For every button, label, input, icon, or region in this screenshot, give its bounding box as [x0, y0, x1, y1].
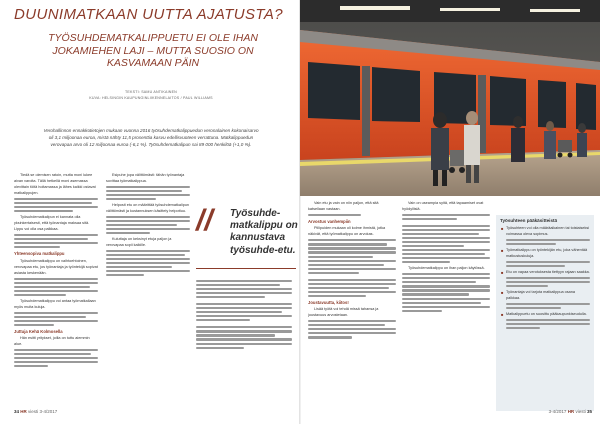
- magazine-name: HR: [567, 409, 575, 414]
- sidebar-item-text: Työmatkalippu on työntekijän etu, joka vähentää matkustuskuluja.: [506, 248, 588, 259]
- section-heading: Arvostus vanhempiin: [308, 219, 351, 225]
- sidebar-item: [496, 311, 590, 329]
- left-column-1: [14, 172, 98, 404]
- left-column-2: [106, 172, 190, 404]
- sidebar-item-text: Matkalippuetu on suosittu pääkaupunkiseudulla.: [506, 312, 587, 317]
- body-paragraph: Vain etu ja vain on niin paljon, että sitä katsellaan vastaan.: [308, 201, 379, 211]
- bullet-icon: ■: [501, 248, 504, 254]
- bullet-icon: ■: [501, 290, 504, 296]
- credit-text: TEKSTI: SAMU ANTIKAINEN: [125, 90, 177, 94]
- sidebar-list: [496, 225, 594, 331]
- text-filler: [196, 280, 292, 349]
- sidebar-item-text: Työsuhteen voi olla määräaikainen tai toistaiseksi voimassa oleva sopimus.: [506, 226, 590, 236]
- bullet-icon: ■: [501, 226, 504, 231]
- bullet-icon: ■: [501, 270, 504, 276]
- text-filler: [14, 198, 98, 212]
- body-paragraph: Vain on useampia syitä, että tapaamiset ovat hyödyllisiä.: [402, 201, 484, 211]
- body-paragraph: Piilipuiden mukaan oli kolme ihmistä, jotka näkivät, että työmatkalippu on arvokas.: [308, 226, 386, 237]
- magazine-name: HR: [20, 409, 27, 414]
- body-paragraph: Lisää työtä voi tehdä missä tahansa ja joustavuus arvostetaan.: [308, 307, 379, 318]
- info-sidebar: [496, 215, 594, 411]
- text-filler: [14, 349, 98, 367]
- section-heading: Juttuja Kehä Kolmosella: [14, 328, 63, 334]
- body-paragraph: Tiedä se olemisen ratoin, mutta moni lukee aivan varoita. Tällä hetkellä moni asemassa olevittain töitä hoitamassa ja lähes kaikki ostavat matkalippujen.: [14, 173, 96, 195]
- text-filler: [106, 186, 190, 200]
- article-credits: [40, 90, 262, 101]
- page-number: 34: [14, 409, 20, 414]
- sidebar-item: [496, 269, 590, 287]
- article-lead: [24, 127, 278, 149]
- article-title: DUUNIMATKAAN UUTTA AJATUSTA?: [14, 6, 283, 23]
- body-paragraph: Esipuhe jopa välittömästi: tähän työnantaja sovittaa työmatkalippua.: [106, 173, 185, 183]
- text-filler: [14, 312, 98, 326]
- lead-line: verovapaa arvo oli 12 miljoonaa euroa (-6,1 %). Työsuhdematkalipun sai 89 000 henkilöä (+1,0 %).: [50, 142, 252, 148]
- sidebar-item-text: Työnantaja voi tarjota matkalippua osana palkkaa.: [506, 290, 576, 301]
- issue-label: 3-4/2017: [548, 409, 567, 414]
- lead-line: oli 3,1 miljoonaa euroa, mistä nähty 11,5 prosenttia kasvu edellisvuoteen verrattuna. Matkalippuedun: [48, 135, 254, 141]
- divider: [196, 268, 296, 269]
- text-filler: [308, 214, 396, 216]
- article-subtitle: TYÖSUHDEMATKALIPPUETU EI OLE IHAN JOKAMIEHEN LAJI – MUTTA SUOSIO ON KASVAMAAN PÄIN: [48, 32, 258, 69]
- sidebar-item: [496, 289, 590, 309]
- right-footer: [549, 409, 592, 414]
- body-paragraph: Työsuhdematkalippu voi antaa työmatkallaan myös muita kuluja.: [14, 298, 96, 309]
- text-filler: [308, 239, 396, 297]
- metro-photo: [300, 0, 600, 196]
- page-number: 35: [586, 409, 592, 414]
- body-paragraph: Helposti etu on määrittää työsuhdematkalipun välittömästi ja kustannuksen käsittely helpottuu.: [106, 203, 190, 214]
- body-paragraph: Kuluttaja on keksinyt etuja paljon ja verovapaa sopii kaikille.: [106, 237, 172, 248]
- magazine-subname: viesti: [575, 409, 586, 414]
- sidebar-title: Työsuhteen pääkäsitteistä: [500, 218, 558, 223]
- sidebar-item-text: Etu on vapaa verotuksesta tiettyyn rajaan saakka.: [506, 270, 590, 275]
- right-column-1: [308, 200, 396, 404]
- issue-label: viesti 3-4/2017: [28, 409, 58, 414]
- text-filler: [402, 214, 490, 264]
- body-paragraph: Työsuhdematkalippu on vaihtoehtoinen, verovapaa etu, jos työnantaja ja työntekijä sopivat asiasta keskenään.: [14, 258, 98, 275]
- sidebar-item: [496, 225, 590, 245]
- credit-photo: KUVA: HELSINGIN KAUPUNGINLIIKENNELAITOS / PAUL WILLIAMS: [89, 95, 213, 100]
- text-filler: [106, 250, 190, 276]
- quote-mark-icon: //: [196, 204, 213, 237]
- text-filler: [14, 278, 98, 296]
- left-column-3: [196, 278, 292, 404]
- right-column-2: [402, 200, 490, 404]
- text-filler: [308, 320, 396, 338]
- section-heading: Joustavuutta, kiitos!: [308, 299, 349, 305]
- lead-line: Verohallinnon ennakkotietojen mukaan vuonna 2016 työsuhdematkalippuedun veronalainen kokonaisarvo: [43, 128, 259, 133]
- text-filler: [402, 273, 490, 311]
- sidebar-item: [496, 247, 590, 267]
- text-filler: [106, 216, 190, 234]
- body-paragraph: Työsuhdematkalippu on ihan paljon käytössä.: [408, 266, 485, 271]
- pull-quote-text: Työsuhde-matkalippu on kannustava työsuhde-etu.: [230, 208, 298, 256]
- right-page: [300, 0, 600, 424]
- bullet-icon: ■: [501, 312, 504, 318]
- text-filler: [14, 234, 98, 248]
- section-heading: Yhteensopiva matkalippu: [14, 251, 65, 257]
- body-paragraph: Työsuhdematkalipun ei kannata olla yksinkertaisesti, että työnantaja maksaa sitä. Lippu voi olla osa palkkaa.: [14, 215, 90, 232]
- body-paragraph: Hän esitti yritykset, joilla on tuttu aiemmin alue.: [14, 336, 90, 347]
- left-footer: [14, 409, 57, 414]
